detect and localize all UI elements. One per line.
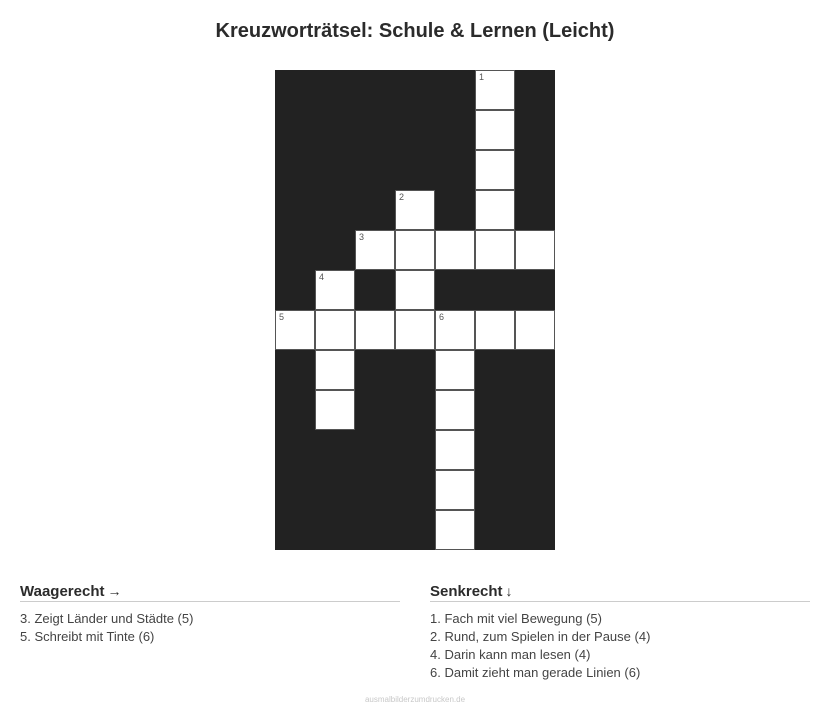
crossword-cell[interactable] [435,230,475,270]
down-heading-label: Senkrecht [430,583,503,600]
crossword-cell[interactable] [355,310,395,350]
crossword-cell[interactable] [315,350,355,390]
across-heading-label: Waagerecht [20,583,105,600]
crossword-cell[interactable] [275,310,315,350]
crossword-grid [275,70,555,550]
crossword-cell[interactable] [475,150,515,190]
right-arrow-icon: → [107,583,122,599]
crossword-cell[interactable] [395,190,435,230]
down-clue: 4. Darin kann man lesen (4) [430,647,591,662]
crossword-cell[interactable] [315,310,355,350]
crossword-cell[interactable] [435,470,475,510]
clue-number: 2 [399,192,405,202]
down-clues-section [430,582,810,682]
crossword-cell[interactable] [395,310,435,350]
across-heading [20,582,400,602]
footer-watermark: ausmalbilderzumdrucken.de [364,695,466,704]
across-clues-section [20,582,400,646]
crossword-cell[interactable] [395,270,435,310]
crossword-cell[interactable] [475,190,515,230]
crossword-cell[interactable] [475,110,515,150]
clue-number: 1 [479,72,485,82]
across-clue: 5. Schreibt mit Tinte (6) [20,629,155,644]
crossword-cell[interactable] [435,310,475,350]
down-clue: 2. Rund, zum Spielen in der Pause (4) [430,629,651,644]
crossword-cell[interactable] [435,350,475,390]
puzzle-title: Kreuzworträtsel: Schule & Lernen (Leicht) [215,20,615,42]
clue-number: 6 [439,312,445,322]
crossword-cell[interactable] [435,510,475,550]
crossword-cell[interactable] [315,390,355,430]
crossword-cell[interactable] [515,310,555,350]
down-clue: 6. Damit zieht man gerade Linien (6) [430,665,641,680]
across-clue: 3. Zeigt Länder und Städte (5) [20,611,194,626]
down-heading [430,582,810,602]
clue-number: 3 [359,232,365,242]
down-arrow-icon: ↓ [505,583,513,599]
down-clue: 1. Fach mit viel Bewegung (5) [430,611,602,626]
crossword-cell[interactable] [515,230,555,270]
crossword-cell[interactable] [395,230,435,270]
crossword-cell[interactable] [435,390,475,430]
crossword-cell[interactable] [475,230,515,270]
crossword-cell[interactable] [435,430,475,470]
clue-number: 4 [319,272,325,282]
crossword-cell[interactable] [355,230,395,270]
crossword-cell[interactable] [315,270,355,310]
down-clue-list [430,610,810,682]
clue-number: 5 [279,312,285,322]
across-clue-list [20,610,400,646]
crossword-cell[interactable] [475,310,515,350]
crossword-cell[interactable] [475,70,515,110]
